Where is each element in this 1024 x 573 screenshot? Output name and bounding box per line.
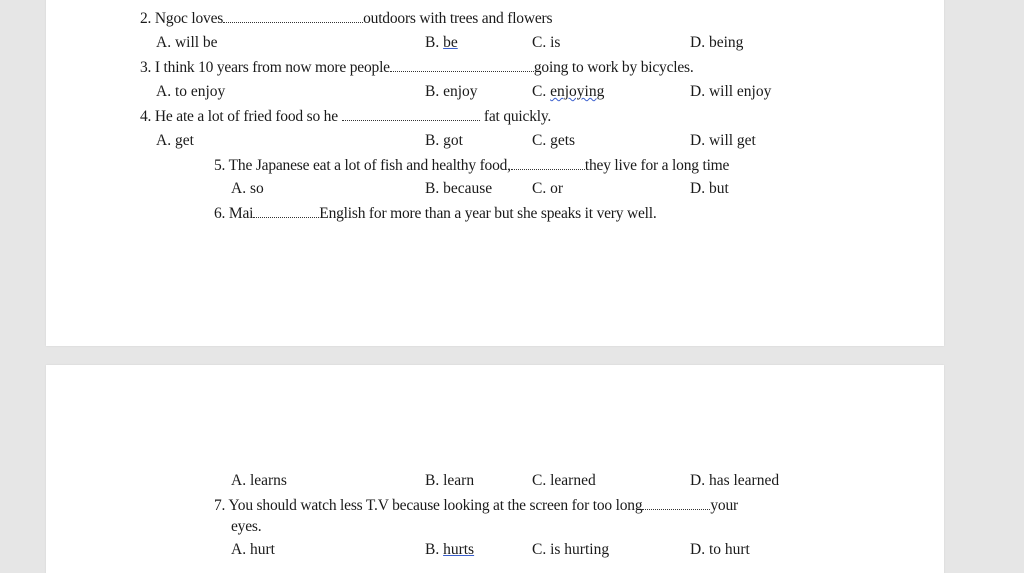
option-d: D. being (690, 34, 744, 51)
option-d: D. will enjoy (690, 83, 772, 100)
option-b: B. because (425, 180, 493, 197)
question-text: fat quickly. (483, 108, 552, 125)
question-number: 3. (140, 59, 152, 76)
underlined-word: be (443, 34, 458, 51)
option-c: C. learned (532, 472, 596, 489)
question-text: I think 10 years from now more people (154, 59, 390, 76)
question-text: He ate a lot of fried food so he (154, 108, 338, 125)
option-b: B. got (425, 132, 463, 149)
question-text: outdoors with trees and flowers (363, 10, 553, 27)
option-a: A. hurt (231, 541, 275, 558)
question-4 (140, 108, 551, 126)
question-3 (140, 59, 694, 77)
question-number: 7. (214, 497, 226, 514)
question-text: Mai (228, 205, 254, 222)
option-d: D. will get (690, 132, 756, 149)
question-text: You should watch less T.V because looking at the screen for too long (228, 497, 643, 514)
question-6 (214, 205, 657, 223)
question-text: they live for a long time (584, 157, 730, 174)
question-number: 2. (140, 10, 152, 27)
option-a: A. get (156, 132, 194, 149)
option-a: A. so (231, 180, 264, 197)
question-text: going to work by bicycles. (533, 59, 694, 76)
answer-blank (342, 108, 480, 121)
answer-blank (390, 59, 534, 72)
document-page-1 (46, 0, 944, 346)
option-a: A. will be (156, 34, 218, 51)
question-text: Ngoc loves (154, 10, 224, 27)
question-number: 5. (214, 157, 226, 174)
question-number: 4. (140, 108, 152, 125)
option-d: D. has learned (690, 472, 780, 489)
answer-blank (223, 10, 363, 23)
spellcheck-word: enjoying (550, 83, 605, 100)
question-5 (214, 157, 729, 175)
document-page-2 (46, 365, 944, 573)
question-text: English for more than a year but she speaks it very well. (319, 205, 657, 222)
question-7-continuation: eyes. (231, 518, 262, 535)
option-b: B. enjoy (425, 83, 478, 100)
option-a: A. to enjoy (156, 83, 226, 100)
question-text: your (710, 497, 738, 514)
option-c: C. is (532, 34, 561, 51)
answer-blank (642, 497, 710, 510)
option-a: A. learns (231, 472, 287, 489)
option-c: C. or (532, 180, 563, 197)
question-number: 6. (214, 205, 226, 222)
question-7 (214, 497, 738, 515)
answer-blank (511, 157, 585, 170)
underlined-word: hurts (443, 541, 475, 558)
option-c: C. is hurting (532, 541, 610, 558)
option-c: C. enjoying (532, 83, 605, 100)
option-b: B. learn (425, 472, 475, 489)
answer-blank (253, 205, 319, 218)
option-d: D. to hurt (690, 541, 750, 558)
option-b: B. hurts (425, 541, 475, 558)
option-c: C. gets (532, 132, 576, 149)
option-d: D. but (690, 180, 729, 197)
option-b: B. be (425, 34, 458, 51)
question-text: The Japanese eat a lot of fish and healthy food, (228, 157, 511, 174)
question-2 (140, 10, 552, 28)
